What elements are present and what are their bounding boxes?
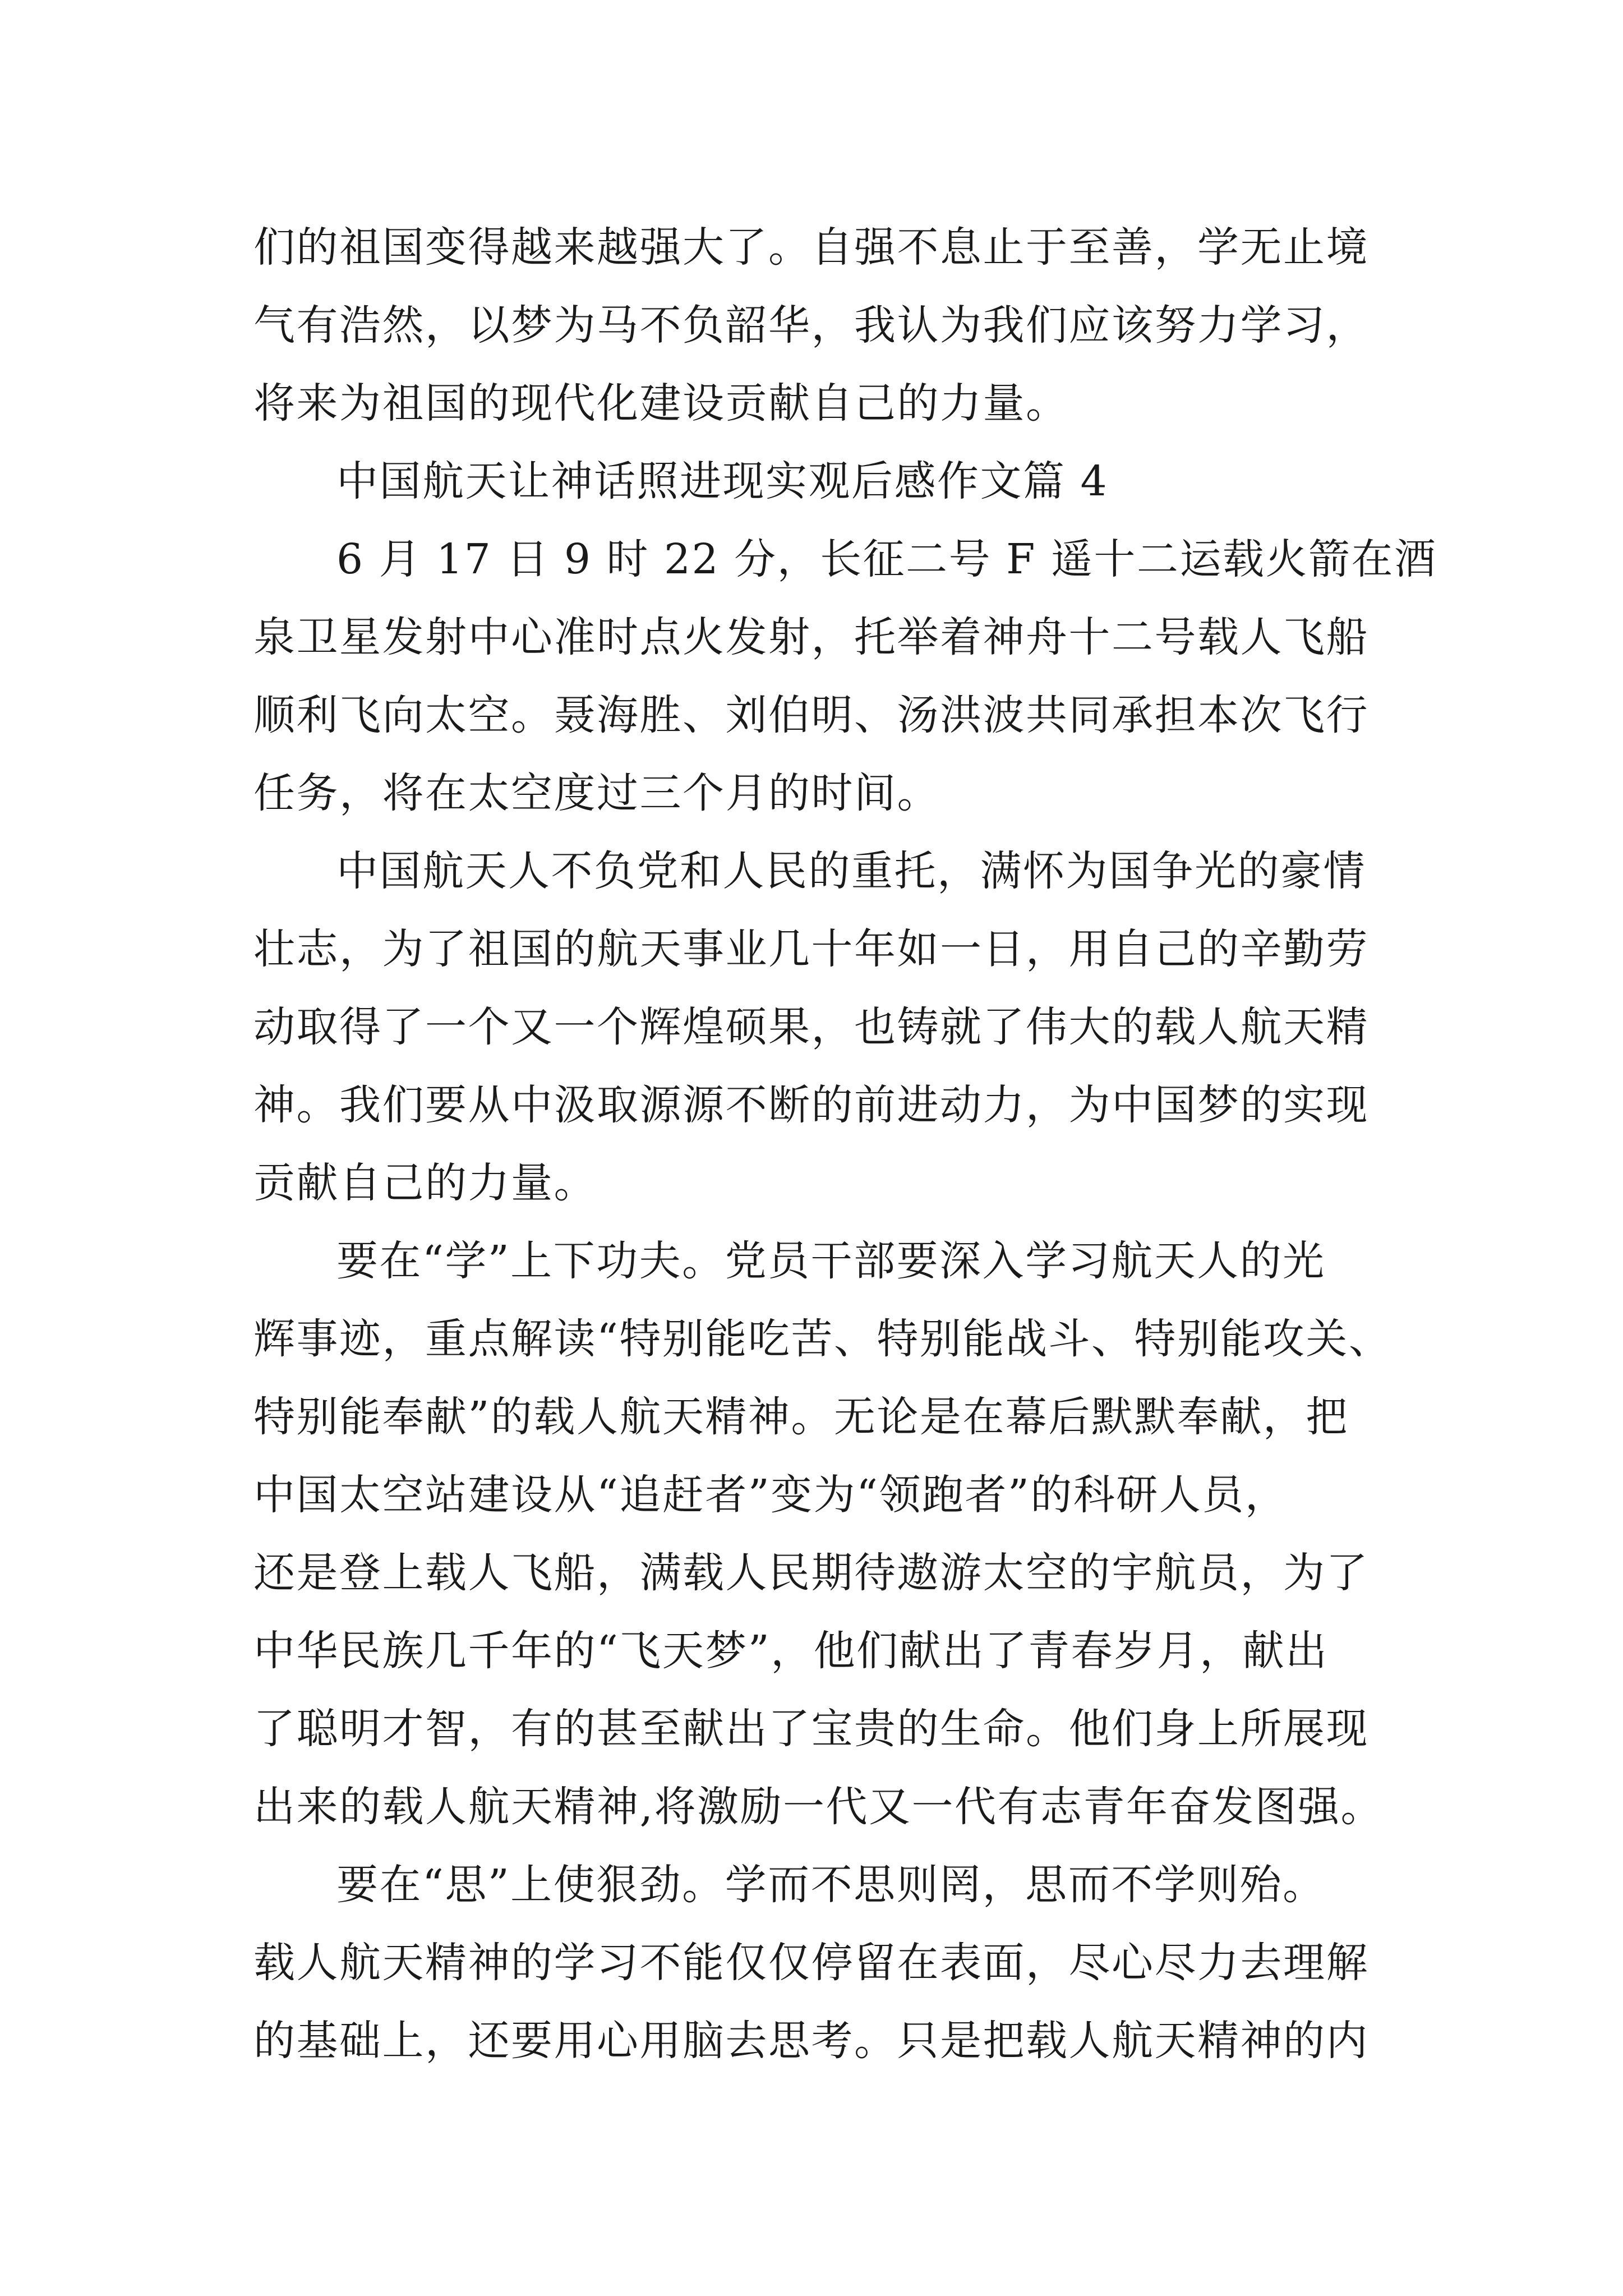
text-line: 动取得了一个又一个辉煌硕果，也铸就了伟大的载人航天精	[253, 1003, 1369, 1051]
text-line: 神。我们要从中汲取源源不断的前进动力，为中国梦的实现	[253, 1081, 1369, 1129]
paragraph-start-line: 6 月 17 日 9 时 22 分，长征二号 F 遥十二运载火箭在酒	[336, 535, 1437, 583]
text-line: 了聪明才智，有的甚至献出了宝贵的生命。他们身上所展现	[253, 1705, 1369, 1753]
text-line: 中国太空站建设从“追赶者”变为“领跑者”的科研人员，	[253, 1471, 1288, 1519]
paragraph-start-line: 中国航天人不负党和人民的重托，满怀为国争光的豪情	[336, 847, 1366, 895]
section-heading: 中国航天让神话照进现实观后感作文篇 4	[336, 457, 1109, 505]
document-body	[253, 209, 1437, 2080]
text-line: 的基础上，还要用心用脑去思考。只是把载人航天精神的内	[253, 2017, 1369, 2065]
text-line: 贡献自己的力量。	[253, 1159, 597, 1207]
text-line: 出来的载人航天精神,将激励一代又一代有志青年奋发图强。	[253, 1783, 1384, 1831]
text-line: 将来为祖国的现代化建设贡献自己的力量。	[253, 379, 1069, 427]
text-line: 泉卫星发射中心准时点火发射，托举着神舟十二号载人飞船	[253, 613, 1369, 661]
text-line: 们的祖国变得越来越强大了。自强不息止于至善，学无止境	[253, 223, 1369, 272]
text-line: 中华民族几千年的“飞天梦”，他们献出了青春岁月，献出	[253, 1627, 1329, 1675]
text-line: 载人航天精神的学习不能仅仅停留在表面，尽心尽力去理解	[253, 1939, 1369, 1987]
text-line: 任务，将在太空度过三个月的时间。	[253, 769, 940, 817]
text-line: 顺利飞向太空。聂海胜、刘伯明、汤洪波共同承担本次飞行	[253, 691, 1369, 739]
text-line: 壮志，为了祖国的航天事业几十年如一日，用自己的辛勤劳	[253, 925, 1369, 973]
paragraph-start-line: 要在“学”上下功夫。党员干部要深入学习航天人的光	[336, 1237, 1326, 1285]
text-line: 辉事迹，重点解读“特别能吃苦、特别能战斗、特别能攻关、	[253, 1315, 1392, 1363]
text-line: 特别能奉献”的载人航天精神。无论是在幕后默默奉献，把	[253, 1393, 1349, 1441]
text-line: 还是登上载人飞船，满载人民期待遨游太空的宇航员，为了	[253, 1549, 1369, 1597]
paragraph-start-line: 要在“思”上使狠劲。学而不思则罔，思而不学则殆。	[336, 1861, 1326, 1909]
text-line: 气有浩然，以梦为马不负韶华，我认为我们应该努力学习，	[253, 301, 1369, 349]
